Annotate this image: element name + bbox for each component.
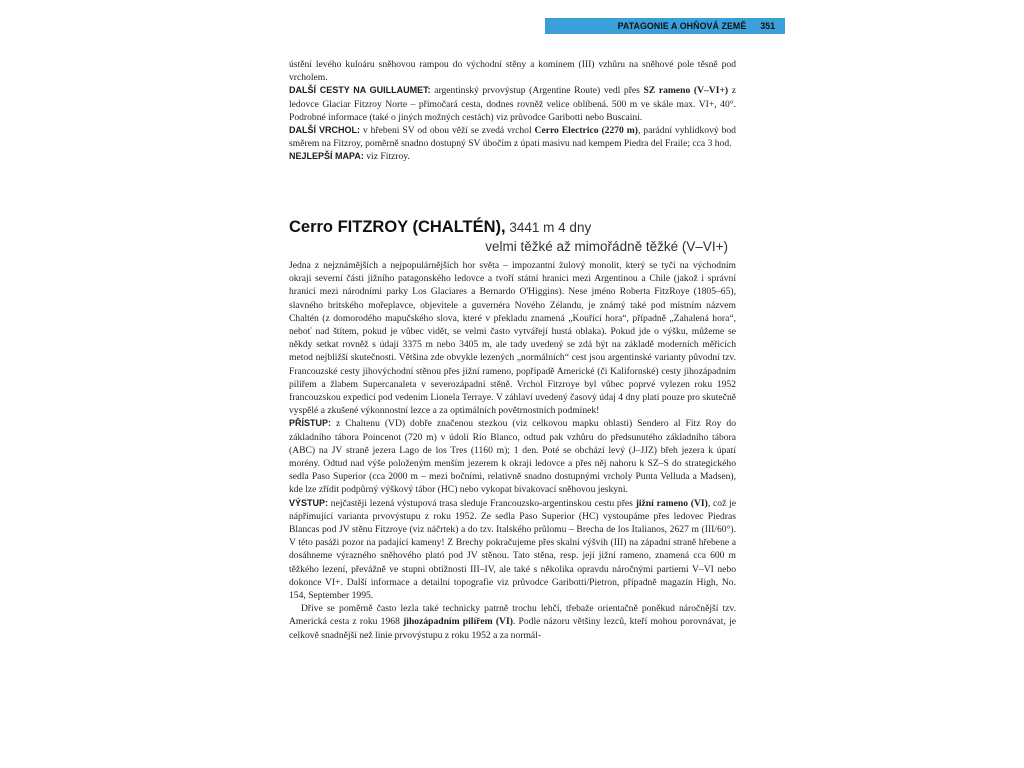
header-title: PATAGONIE A OHŇOVÁ ZEMĚ xyxy=(617,21,747,31)
top-text-block xyxy=(289,58,736,164)
paragraph: ústění levého kuloáru sněhovou rampou do východní stěny a komínem (III) vzhůru na sněhové pole těsně pod vrcholem. xyxy=(289,59,736,84)
section-label: DALŠÍ CESTY NA GUILLAUMET: xyxy=(289,85,431,96)
paragraph-intro: Jedna z nejznámějších a nejpopulárnějších hor světa – impozantní žulový monolit, který se tyčí na východním okraji severní části jižního patagonského ledovce a tvoří státní hranici mezi Argentinou a Chile (jakož i správní hranicí mezi národními parky Los Glaciares a Bernardo O'Higgins). Nese jméno Roberta FitzRoye (1805–65), slavného britského mořeplavce, objevitele a guvernéra Nového Zélandu, je známý také pod místním názvem Chaltén (z domorodého mapučského slova, které v překladu znamená „Kouřící hora“, případně „Zahalená hora“, neboť nad štítem, pokud je vůbec vidět, se velmi často vytvářejí hustá oblaka). Pokud jde o výšku, můžeme se někdy setkat rovněž s údaji 3375 m nebo 3405 m, ale tady uvedený se zdá být na základě moderních měřicích metod nejbližší skutečnosti. Většina zde obvykle lezených „normálních“ cest jsou argentinské varianty původní tzv. Francouzské cesty jihovýchodní stěnou přes jižní rameno, popřípadě Americké (či Kalifornské) cesty jihozápadním pilířem a žlabem Supercanaleta v severozápadní stěně. Vrchol Fitzroye byl vůbec poprvé vylezen roku 1952 francouzskou expedicí pod vedením Lionela Terraye. V záhlaví uvedený časový údaj 4 dny platí pouze pro skutečně vyspělé a zkušené výkonnostní lezce a za optimálních povětrnostních podmínek! xyxy=(289,260,736,417)
paragraph-best-map: NEJLEPŠÍ MAPA: viz Fitzroy. xyxy=(289,151,410,163)
section-label: NEJLEPŠÍ MAPA: xyxy=(289,151,364,162)
page-number: 351 xyxy=(760,21,775,31)
section-label: DALŠÍ VRCHOL: xyxy=(289,125,361,136)
paragraph-ascent: VÝSTUP: nejčastěji lezená výstupová trasa sleduje Francouzsko-argentinskou cestu přes jižní rameno (VI), což je nápřímující varianta prvovýstupu z roku 1952. Ze sedla Paso Superior (HC) vystoupáme přes ledovec Piedras Blancas pod JV stěnu Fitzroye (viz náčrtek) a do tzv. Italského průlomu – Brecha de los Italianos, 2627 m (III/60°). V této pasáži pozor na padající kameny! Z Brechy pokračujeme přes skalní výšvih (III) na západní straně hřebene a dosáhneme výrazného sněhového plató pod JV stěnou. Tato stěna, resp. její jižní rameno, znamená cca 600 m těžkého lezení, převážně ve stupni obtížnosti III–IV, ale také s několika opravdu náročnými partiemi V–VI nebo dokonce VI+. Další informace a detailní topografie viz průvodce Garibotti/Pietron, případně magazín High, No. 154, September 1995. xyxy=(289,497,737,602)
peak-altitude-duration: 3441 m 4 dny xyxy=(505,220,592,235)
peak-title-line xyxy=(289,217,736,238)
main-text-block xyxy=(289,259,736,642)
peak-difficulty: velmi těžké až mimořádně těžké (V–VI+) xyxy=(485,239,728,254)
paragraph-other-peak: DALŠÍ VRCHOL: v hřebeni SV od obou věží se zvedá vrchol Cerro Electrico (2270 m), parádní vyhlídkový bod směrem na Fitzroy, poměrně snadno dostupný SV úbočím z úpatí masivu nad kempem Piedra del Fraile; cca 3 hod. xyxy=(289,125,736,150)
paragraph-american-route: Dříve se poměrně často lezla také technicky patrně trochu lehčí, třebaže orientačně poněkud náročnější tzv. Americká cesta z roku 1968 jihozápadním pilířem (VI). Podle názoru většiny lezců, kteří mohou porovnávat, je celkově snadnější než linie prvovýstupu z roku 1952 a za normál- xyxy=(289,603,736,641)
peak-title: Cerro FITZROY (CHALTÉN), xyxy=(289,218,506,236)
paragraph-other-routes: DALŠÍ CESTY NA GUILLAUMET: argentinský prvovýstup (Argentine Route) vedl přes SZ rameno (V–VI+) z ledovce Glaciar Fitzroy Norte – přímočará cesta, dodnes rovněž velice oblíbená. 500 m ve skále max. VI+, 40°. Podrobné informace (také o jiných možných cestách) viz průvodce Garibotti nebo Buscaini. xyxy=(289,85,736,123)
peak-heading xyxy=(289,217,736,256)
section-label: PŘÍSTUP: xyxy=(289,418,332,429)
section-label: VÝSTUP: xyxy=(289,497,329,508)
running-header xyxy=(545,18,785,34)
paragraph-access: PŘÍSTUP: z Chaltenu (VD) dobře značenou stezkou (viz celkovou mapku oblasti) Sendero al Fitz Roy do základního tábora Poincenot (720 m) v údolí Río Blanco, odtud pak vzhůru do předsunutého základního tábora (ABC) na JV straně jezera Lago de los Tres (1160 m); 1 den. Poté se obchází levý (J–JJZ) břeh jezera k úpatí morény. Odtud nad výše položeným menším jezerem k okraji ledovce a přes něj nahoru k SZ–S do strategického sedla Paso Superior (cca 2000 m – mezi bočními, relativně snadno dostupnými vrcholy Punta Velluda a Madsen), kde lze zřídit podpůrný výškový tábor (HC) nebo vykopat bivakovací sněhovou jeskyni. xyxy=(289,418,736,496)
